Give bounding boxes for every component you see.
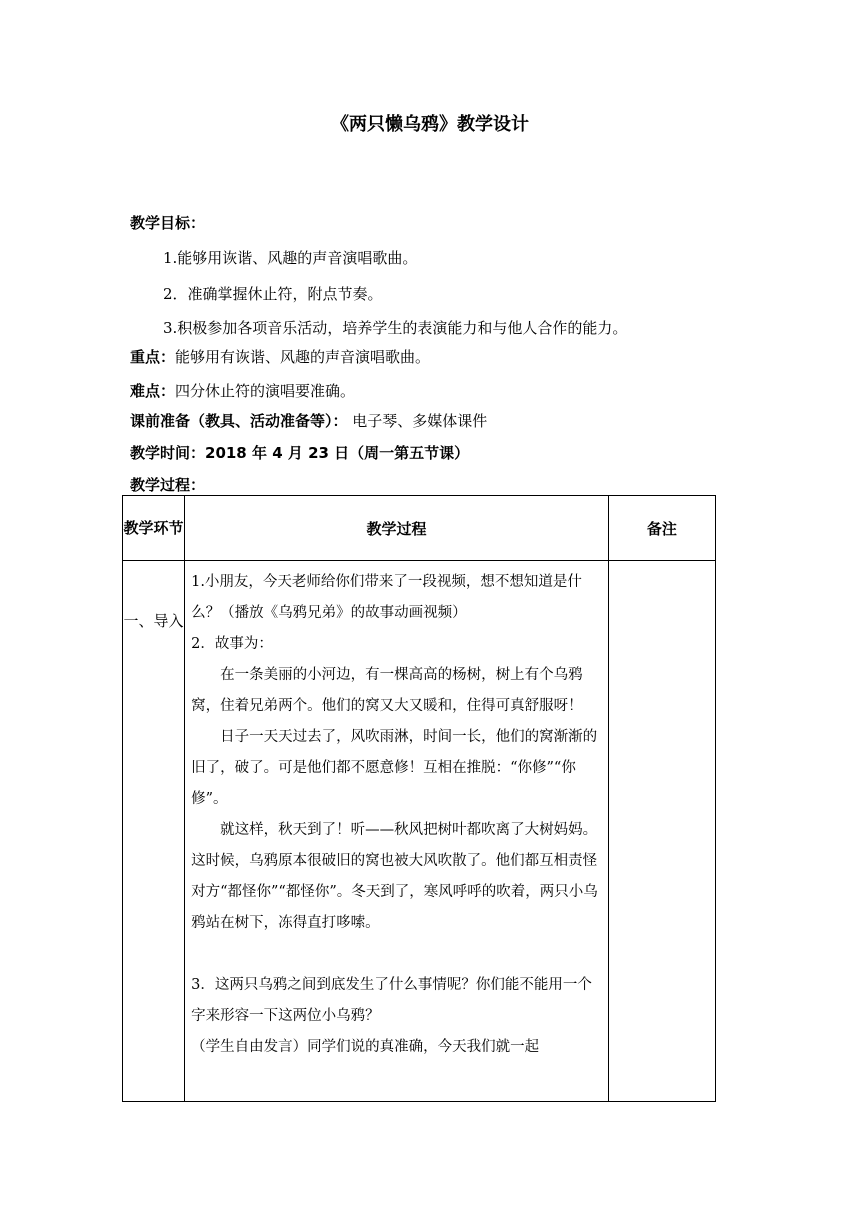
objective-item: 1.能够用诙谐、风趣的声音演唱歌曲。 (163, 249, 418, 267)
key-point-text: 能够用有诙谐、风趣的声音演唱歌曲。 (175, 348, 431, 366)
process-cell (185, 561, 609, 1102)
objective-item: 3.积极参加各项音乐活动，培养学生的表演能力和与他人合作的能力。 (163, 319, 628, 337)
story-paragraph: 就这样，秋天到了！听——秋风把树叶都吹离了大树妈妈。这时候，乌鸦原本很破旧的窝也被大风吹散了。他们都互相责怪对方“都怪你”“都怪你”。冬天到了，寒风呼呼的吹着，两只小乌鸦站在树下，冻得直打哆嗦。 (191, 822, 598, 931)
stage-cell: 一、导入 (123, 561, 185, 1102)
key-point (130, 346, 430, 367)
table-row (123, 561, 716, 1102)
process-label: 教学过程： (130, 476, 206, 494)
header-process: 教学过程 (185, 496, 609, 561)
header-stage: 教学环节 (123, 496, 185, 561)
document-title: 《两只懒乌鸦》教学设计 (331, 114, 529, 135)
objective-item: 2．准确掌握休止符，附点节奏。 (163, 285, 383, 303)
process-table (122, 495, 716, 1102)
difficulty (130, 380, 355, 401)
note-cell (608, 561, 715, 1102)
process-paragraph: 3．这两只乌鸦之间到底发生了什么事情呢？你们能不能用一个字来形容一下这两位小乌鸦？ (191, 977, 592, 1024)
preparation-text: 电子琴、多媒体课件 (347, 412, 488, 430)
preparation (130, 410, 487, 431)
table-header-row (123, 496, 716, 561)
difficulty-text: 四分休止符的演唱要准确。 (175, 382, 356, 400)
difficulty-label: 难点： (130, 382, 176, 400)
preparation-label: 课前准备（教具、活动准备等）： (130, 412, 348, 430)
story-paragraph: 在一条美丽的小河边，有一棵高高的杨树，树上有个乌鸦窝，住着兄弟两个。他们的窝又大又暖和，住得可真舒服呀！ (191, 667, 583, 714)
process-paragraph: （学生自由发言）同学们说的真准确，今天我们就一起 (191, 1039, 540, 1055)
teaching-time: 教学时间：2018 年 4 月 23 日（周一第五节课） (130, 444, 470, 462)
process-paragraph: 1.小朋友，今天老师给你们带来了一段视频，想不想知道是什么？（播放《乌鸦兄弟》的故事动画视频） (191, 574, 582, 621)
objectives-label: 教学目标： (130, 214, 206, 232)
header-note: 备注 (608, 496, 715, 561)
process-paragraph: 2．故事为： (191, 636, 273, 652)
story-paragraph: 日子一天天过去了，风吹雨淋，时间一长，他们的窝渐渐的旧了，破了。可是他们都不愿意修！互相在推脱：“你修”“你修”。 (191, 729, 598, 807)
key-point-label: 重点： (130, 348, 176, 366)
